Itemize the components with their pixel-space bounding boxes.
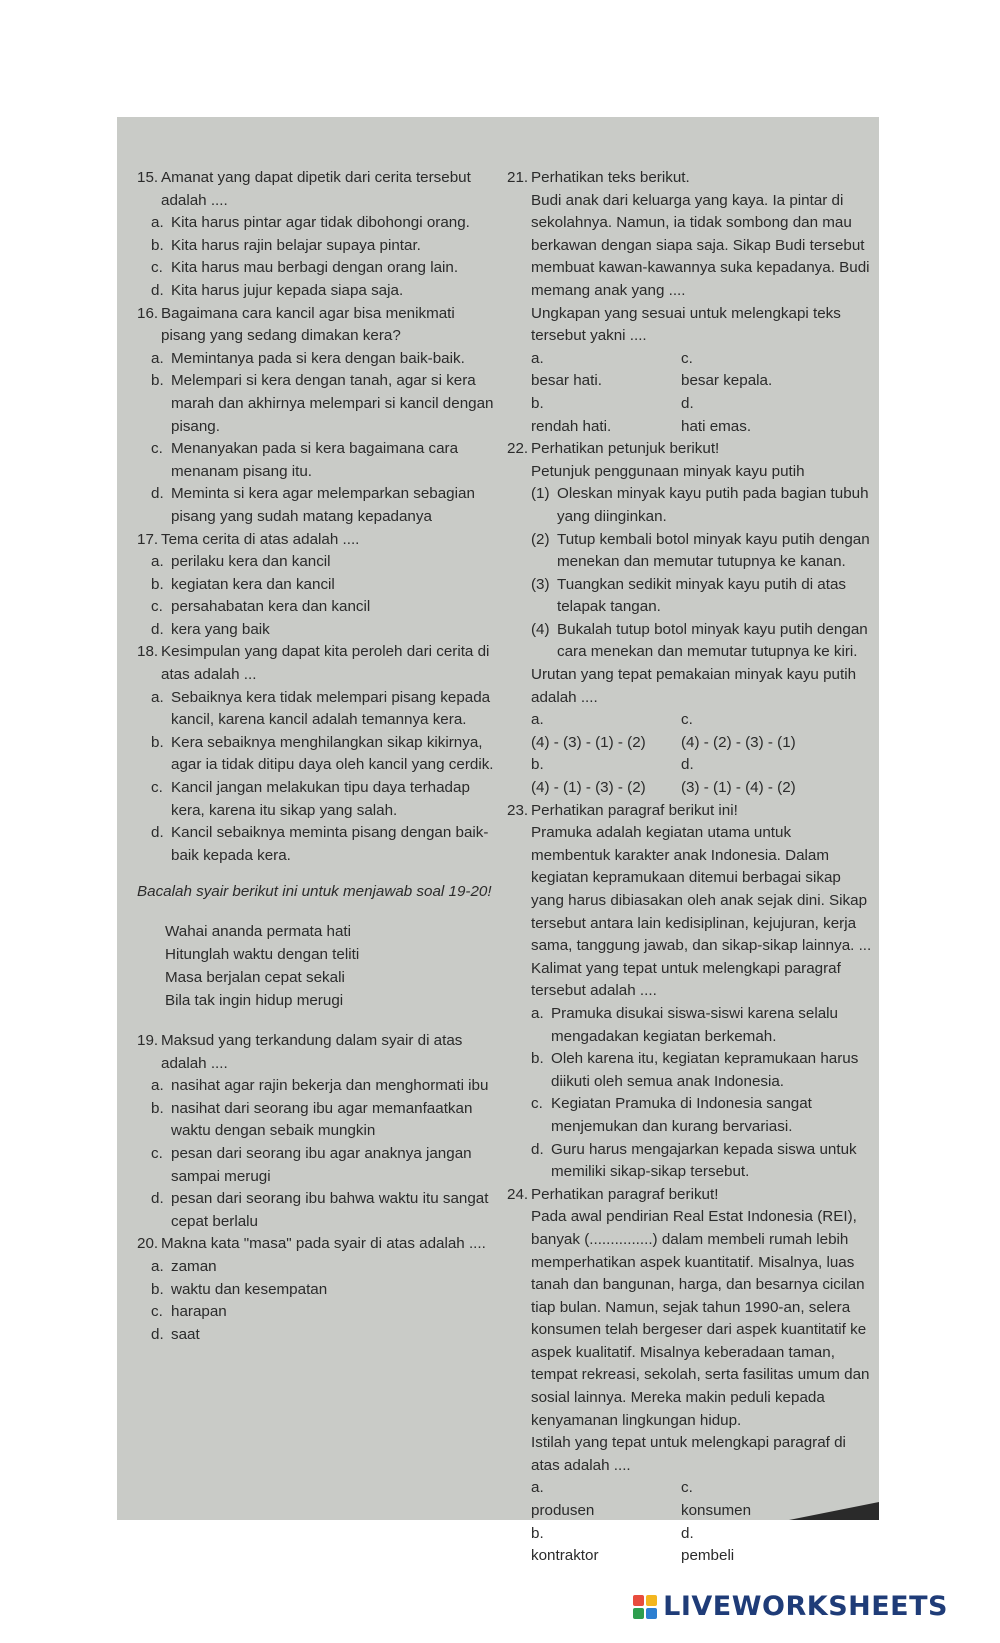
option-b[interactable] bbox=[531, 1523, 681, 1568]
brand-logo bbox=[633, 1591, 948, 1622]
option-text: Sebaiknya kera tidak melempari pisang kepada kancil, karena kancil adalah temannya kera. bbox=[171, 688, 491, 729]
question-prompt: Urutan yang tepat pemakaian minyak kayu putih adalah .... bbox=[531, 666, 857, 706]
question-number: 15. bbox=[137, 169, 159, 186]
poem-instruction: Bacalah syair berikut ini untuk menjawab soal 19-20! bbox=[137, 883, 492, 901]
option-text: (4) - (2) - (3) - (1) bbox=[681, 733, 796, 751]
option-letter: b. bbox=[151, 1280, 164, 1298]
option-a[interactable] bbox=[151, 551, 497, 574]
question-text: Perhatikan paragraf berikut ini! bbox=[531, 801, 738, 819]
option-text: Kera sebaiknya menghilangkan sikap kikirnya, agar ia tidak ditipu daya oleh kancil yang cerdik. bbox=[171, 733, 494, 774]
options-20 bbox=[137, 1256, 497, 1346]
question-prompt: Kalimat yang tepat untuk melengkapi paragraf tersebut adalah .... bbox=[531, 959, 841, 1000]
option-letter: a. bbox=[151, 553, 164, 571]
option-d[interactable] bbox=[151, 483, 497, 528]
instruction-steps bbox=[531, 483, 872, 664]
option-text: kegiatan kera dan kancil bbox=[171, 575, 335, 593]
options-15 bbox=[137, 212, 497, 302]
option-d[interactable] bbox=[151, 822, 497, 867]
option-text: kontraktor bbox=[531, 1547, 599, 1565]
step-text: Oleskan minyak kayu putih pada bagian tubuh yang diinginkan. bbox=[557, 485, 869, 525]
question-number: 19. bbox=[137, 1032, 159, 1049]
step-number: (3) bbox=[531, 575, 550, 593]
option-c[interactable] bbox=[151, 1301, 497, 1324]
option-c[interactable] bbox=[681, 709, 861, 754]
option-d[interactable] bbox=[151, 619, 497, 642]
question-number: 23. bbox=[507, 801, 529, 819]
options-21 bbox=[531, 348, 872, 438]
question-16 bbox=[137, 303, 497, 348]
option-text: produsen bbox=[531, 1502, 595, 1520]
option-text: saat bbox=[171, 1325, 200, 1343]
option-text: Kancil sebaiknya meminta pisang dengan baik-baik kepada kera. bbox=[171, 824, 489, 864]
question-passage: Pada awal pendirian Real Estat Indonesia (REI), banyak (...............) dalam membeli rumah lebih memperhatikan aspek kuantitatif. Misalnya, luas tanah dan bangunan, harga, dan besarnya cicilan tiap bulan. Namun, sejak tahun 1990-an, selera konsumen telah bergeser dari aspek kuantitatif ke aspek kualitatif. Misalnya keberadaan taman, tempat rekreasi, sekolah, serta fasilitas umum dan sosial lainnya. Mereka makin peduli kepada kenyamanan lingkungan hidup. bbox=[531, 1208, 870, 1429]
option-text: Menanyakan pada si kera bagaimana cara menanam pisang itu. bbox=[171, 440, 459, 480]
question-text: Amanat yang dapat dipetik dari cerita tersebut adalah .... bbox=[161, 169, 471, 209]
option-letter: b. bbox=[151, 575, 164, 593]
question-text: Perhatikan petunjuk berikut! bbox=[531, 440, 720, 458]
option-text: harapan bbox=[171, 1303, 227, 1321]
question-21 bbox=[507, 167, 872, 438]
page-corner-shadow bbox=[789, 1502, 879, 1520]
option-c[interactable] bbox=[151, 777, 497, 822]
option-text: zaman bbox=[171, 1257, 217, 1275]
option-letter: b. bbox=[151, 733, 164, 751]
question-number: 24. bbox=[507, 1185, 529, 1203]
step-text: Bukalah tutup botol minyak kayu putih dengan cara menekan dan memutar tutupnya ke kiri. bbox=[557, 620, 868, 661]
poem-line: Bila tak ingin hidup merugi bbox=[165, 992, 344, 1009]
question-prompt: Ungkapan yang sesuai untuk melengkapi teks tersebut yakni .... bbox=[531, 304, 841, 345]
option-d[interactable] bbox=[151, 1324, 497, 1347]
option-letter: d. bbox=[531, 1140, 544, 1158]
option-text: konsumen bbox=[681, 1502, 752, 1520]
step-4 bbox=[531, 619, 872, 664]
question-15 bbox=[137, 167, 497, 212]
option-text: nasihat agar rajin bekerja dan menghormati ibu bbox=[171, 1077, 489, 1095]
left-column bbox=[137, 167, 497, 1346]
option-text: Kita harus mau berbagi dengan orang lain. bbox=[171, 259, 459, 277]
option-text: perilaku kera dan kancil bbox=[171, 553, 331, 571]
option-letter: a. bbox=[151, 688, 164, 706]
option-text: kera yang baik bbox=[171, 620, 270, 638]
option-letter: d. bbox=[681, 1524, 694, 1542]
option-text: rendah hati. bbox=[531, 417, 612, 435]
option-text: waktu dan kesempatan bbox=[171, 1280, 328, 1298]
option-d[interactable] bbox=[151, 280, 497, 303]
option-letter: a. bbox=[151, 1077, 164, 1095]
option-a[interactable] bbox=[531, 1003, 872, 1048]
option-text: Kegiatan Pramuka di Indonesia sangat menjemukan dan kurang bervariasi. bbox=[551, 1095, 812, 1135]
option-a[interactable] bbox=[151, 1256, 497, 1279]
option-letter: b. bbox=[531, 1524, 544, 1542]
option-letter: d. bbox=[151, 485, 164, 503]
option-letter: d. bbox=[151, 620, 164, 638]
step-1 bbox=[531, 483, 872, 528]
question-passage: Budi anak dari keluarga yang kaya. Ia pintar di sekolahnya. Namun, ia tidak sombong dan mau berkawan dengan siapa saja. Sikap Budi tersebut membuat kawan-kawannya suka kepadanya. Budi memang anak yang .... bbox=[531, 191, 870, 299]
question-17 bbox=[137, 529, 497, 552]
option-d[interactable] bbox=[151, 1188, 497, 1233]
question-text: Kesimpulan yang dapat kita peroleh dari cerita di atas adalah ... bbox=[161, 643, 490, 684]
option-letter: b. bbox=[531, 756, 544, 774]
option-c[interactable] bbox=[531, 1093, 872, 1138]
step-2 bbox=[531, 529, 872, 574]
option-text: (3) - (1) - (4) - (2) bbox=[681, 779, 796, 797]
option-b[interactable] bbox=[151, 732, 497, 777]
option-text: Pramuka disukai siswa-siswi karena selalu mengadakan kegiatan berkemah. bbox=[551, 1004, 838, 1045]
step-number: (1) bbox=[531, 485, 550, 503]
step-number: (2) bbox=[531, 530, 550, 548]
question-text: Bagaimana cara kancil agar bisa menikmati pisang yang sedang dimakan kera? bbox=[161, 304, 455, 345]
option-letter: d. bbox=[151, 824, 164, 842]
option-a[interactable] bbox=[151, 1075, 497, 1098]
step-number: (4) bbox=[531, 620, 550, 638]
option-a[interactable] bbox=[151, 348, 497, 371]
option-a[interactable] bbox=[151, 212, 497, 235]
option-letter: c. bbox=[531, 1095, 543, 1113]
question-text: Makna kata "masa" pada syair di atas adalah .... bbox=[161, 1235, 486, 1253]
option-letter: c. bbox=[681, 349, 693, 367]
option-letter: a. bbox=[531, 711, 544, 729]
options-23 bbox=[531, 1003, 872, 1184]
step-text: Tutup kembali botol minyak kayu putih dengan menekan dan memutar tutupnya ke kanan. bbox=[557, 530, 870, 571]
option-letter: b. bbox=[531, 394, 544, 412]
options-18 bbox=[137, 687, 497, 868]
question-number: 21. bbox=[507, 169, 529, 186]
question-18 bbox=[137, 641, 497, 686]
option-b[interactable] bbox=[531, 393, 681, 438]
option-b[interactable] bbox=[151, 235, 497, 258]
question-text: Maksud yang terkandung dalam syair di atas adalah .... bbox=[161, 1032, 463, 1072]
option-b[interactable] bbox=[151, 574, 497, 597]
poem-line: Hitunglah waktu dengan teliti bbox=[165, 946, 360, 963]
option-text: Kita harus jujur kepada siapa saja. bbox=[171, 281, 404, 299]
option-letter: a. bbox=[531, 349, 544, 367]
question-text: Perhatikan paragraf berikut! bbox=[531, 1185, 719, 1203]
option-letter: c. bbox=[151, 1144, 163, 1162]
option-letter: c. bbox=[151, 259, 163, 277]
option-letter: b. bbox=[151, 372, 164, 390]
option-text: hati emas. bbox=[681, 417, 752, 435]
option-letter: d. bbox=[681, 394, 694, 412]
question-number: 17. bbox=[137, 530, 159, 548]
option-text: Melempari si kera dengan tanah, agar si kera marah dan akhirnya melempari si kancil dengan pisang. bbox=[171, 372, 494, 435]
option-letter: b. bbox=[151, 1099, 164, 1117]
option-c[interactable] bbox=[151, 596, 497, 619]
option-text: pesan dari seorang ibu bahwa waktu itu sangat cepat berlalu bbox=[171, 1190, 489, 1230]
option-text: besar kepala. bbox=[681, 372, 773, 390]
option-letter: a. bbox=[151, 214, 164, 232]
option-text: (4) - (1) - (3) - (2) bbox=[531, 779, 646, 797]
option-text: Kita harus pintar agar tidak dibohongi orang. bbox=[171, 214, 470, 232]
option-text: Oleh karena itu, kegiatan kepramukaan harus diikuti oleh semua anak Indonesia. bbox=[551, 1050, 859, 1090]
option-letter: c. bbox=[151, 1303, 163, 1321]
question-22 bbox=[507, 438, 872, 800]
option-a[interactable] bbox=[531, 709, 681, 754]
option-text: Memintanya pada si kera dengan baik-baik. bbox=[171, 349, 465, 367]
option-text: pembeli bbox=[681, 1547, 735, 1565]
option-text: Guru harus mengajarkan kepada siswa untuk memiliki sikap-sikap tersebut. bbox=[551, 1140, 857, 1181]
option-text: (4) - (3) - (1) - (2) bbox=[531, 733, 646, 751]
option-c[interactable] bbox=[151, 1143, 497, 1188]
option-letter: a. bbox=[151, 1257, 164, 1275]
option-c[interactable] bbox=[681, 348, 861, 393]
option-letter: a. bbox=[531, 1479, 544, 1497]
option-letter: c. bbox=[151, 779, 163, 797]
step-text: Tuangkan sedikit minyak kayu putih di atas telapak tangan. bbox=[557, 575, 846, 616]
option-a[interactable] bbox=[531, 1477, 681, 1522]
option-b[interactable] bbox=[151, 1098, 497, 1143]
poem-line: Masa berjalan cepat sekali bbox=[165, 969, 345, 986]
option-text: pesan dari seorang ibu agar anaknya jangan sampai merugi bbox=[171, 1144, 472, 1185]
option-b[interactable] bbox=[531, 754, 681, 799]
question-text: Tema cerita di atas adalah .... bbox=[161, 530, 360, 548]
question-number: 18. bbox=[137, 643, 159, 661]
option-letter: d. bbox=[151, 281, 164, 299]
option-d[interactable] bbox=[531, 1139, 872, 1184]
poem bbox=[165, 920, 497, 1012]
option-b[interactable] bbox=[531, 1048, 872, 1093]
question-text: Perhatikan teks berikut. bbox=[531, 169, 690, 186]
question-19 bbox=[137, 1030, 497, 1075]
option-a[interactable] bbox=[531, 348, 681, 393]
option-letter: c. bbox=[681, 711, 693, 729]
option-text: nasihat dari seorang ibu agar memanfaatkan waktu dengan sebaik mungkin bbox=[171, 1099, 473, 1140]
option-b[interactable] bbox=[151, 370, 497, 438]
brand-name: LIVEWORKSHEETS bbox=[663, 1591, 948, 1622]
option-letter: b. bbox=[151, 236, 164, 254]
option-text: Kita harus rajin belajar supaya pintar. bbox=[171, 236, 421, 254]
scanned-page bbox=[117, 117, 879, 1565]
option-letter: a. bbox=[531, 1004, 544, 1022]
question-23 bbox=[507, 800, 872, 1184]
options-19 bbox=[137, 1075, 497, 1233]
question-20 bbox=[137, 1233, 497, 1256]
right-column bbox=[507, 167, 872, 1568]
options-17 bbox=[137, 551, 497, 641]
option-letter: d. bbox=[151, 1325, 164, 1343]
step-3 bbox=[531, 574, 872, 619]
option-text: besar hati. bbox=[531, 372, 602, 390]
option-text: Kancil jangan melakukan tipu daya terhadap kera, karena itu sikap yang salah. bbox=[171, 779, 470, 819]
option-b[interactable] bbox=[151, 1279, 497, 1302]
option-c[interactable] bbox=[151, 257, 497, 280]
option-text: persahabatan kera dan kancil bbox=[171, 598, 371, 616]
option-d[interactable] bbox=[681, 1523, 861, 1568]
liveworksheets-icon bbox=[633, 1595, 657, 1619]
option-letter: b. bbox=[531, 1050, 544, 1068]
option-letter: d. bbox=[681, 756, 694, 774]
option-d[interactable] bbox=[681, 754, 861, 799]
option-letter: c. bbox=[151, 598, 163, 616]
option-a[interactable] bbox=[151, 687, 497, 732]
question-passage: Pramuka adalah kegiatan utama untuk membentuk karakter anak Indonesia. Dalam kegiatan kepramukaan ditemui berbagai sikap yang harus dibiasakan oleh anak sejak dini. Sikap tersebut antara lain kedisiplinan, kejujuran, kerja sama, tanggung jawab, dan sikap-sikap lainnya. ... bbox=[531, 824, 872, 955]
instructions-title: Petunjuk penggunaan minyak kayu putih bbox=[531, 462, 805, 480]
options-22 bbox=[531, 709, 872, 799]
option-letter: a. bbox=[151, 349, 164, 367]
option-d[interactable] bbox=[681, 393, 861, 438]
question-number: 22. bbox=[507, 440, 529, 458]
question-number: 16. bbox=[137, 304, 159, 322]
options-24 bbox=[531, 1477, 872, 1567]
option-letter: c. bbox=[151, 440, 163, 458]
poem-line: Wahai ananda permata hati bbox=[165, 923, 352, 940]
option-c[interactable] bbox=[151, 438, 497, 483]
question-prompt: Istilah yang tepat untuk melengkapi paragraf di atas adalah .... bbox=[531, 1434, 846, 1474]
option-letter: c. bbox=[681, 1479, 693, 1497]
option-letter: d. bbox=[151, 1190, 164, 1208]
option-text: Meminta si kera agar melemparkan sebagian pisang yang sudah matang kepadanya bbox=[171, 485, 475, 525]
options-16 bbox=[137, 348, 497, 529]
question-number: 20. bbox=[137, 1235, 159, 1253]
